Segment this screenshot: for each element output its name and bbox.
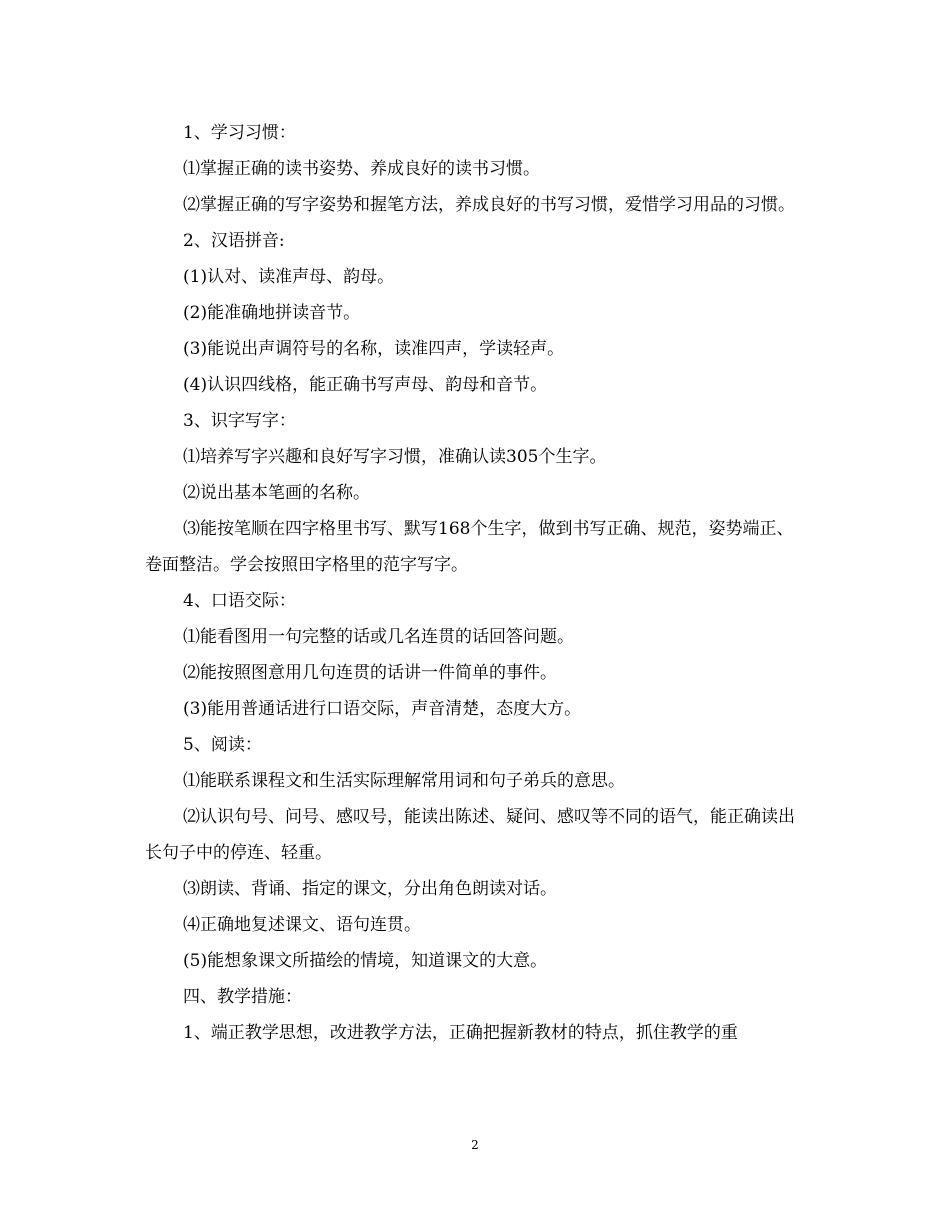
list-item: ⑶朗读、背诵、指定的课文，分出角色朗读对话。 <box>183 879 557 899</box>
list-item: (4)认识四线格，能正确书写声母、韵母和音节。 <box>183 375 548 395</box>
list-item: (2)能准确地拼读音节。 <box>183 303 361 323</box>
list-item: ⑷正确地复述课文、语句连贯。 <box>183 915 421 935</box>
document-body <box>145 115 805 1051</box>
list-item: ⑵认识句号、问号、感叹号，能读出陈述、疑问、感叹等不同的语气，能正确读出长句子中的停连、轻重。 <box>145 807 795 863</box>
heading-pinyin: 2、汉语拼音: <box>183 231 285 251</box>
list-item: ⑵掌握正确的写字姿势和握笔方法，养成良好的书写习惯，爱惜学习用品的习惯。 <box>183 195 795 215</box>
list-item: ⑴能联系课程文和生活实际理解常用词和句子弟兵的意思。 <box>183 771 625 791</box>
list-item: (3)能说出声调符号的名称，读准四声，学读轻声。 <box>183 339 565 359</box>
heading-literacy-writing: 3、识字写字： <box>183 411 296 431</box>
heading-teaching-measures: 四、教学措施： <box>183 987 302 1007</box>
heading-study-habits: 1、学习习惯： <box>183 123 296 143</box>
list-item: ⑴掌握正确的读书姿势、养成良好的读书习惯。 <box>183 159 540 179</box>
list-item: ⑵说出基本笔画的名称。 <box>183 483 370 503</box>
heading-oral-communication: 4、口语交际： <box>183 591 296 611</box>
page-number: 2 <box>471 1138 479 1152</box>
list-item: (5)能想象课文所描绘的情境，知道课文的大意。 <box>183 951 548 971</box>
list-item: ⑴培养写字兴趣和良好写字习惯，准确认读305个生字。 <box>183 447 607 467</box>
heading-reading: 5、阅读： <box>183 735 262 755</box>
list-item: ⑶能按笔顺在四字格里书写、默写168个生字，做到书写正确、规范，姿势端正、卷面整洁。学会按照田字格里的范字写字。 <box>145 519 794 575</box>
list-item: (3)能用普通话进行口语交际，声音清楚，态度大方。 <box>183 699 582 719</box>
list-item: ⑵能按照图意用几句连贯的话讲一件简单的事件。 <box>183 663 557 683</box>
list-item: 1、端正教学思想，改进教学方法，正确把握新教材的特点，抓住教学的重 <box>183 1023 738 1043</box>
list-item: ⑴能看图用一句完整的话或几名连贯的话回答问题。 <box>183 627 574 647</box>
list-item: (1)认对、读准声母、韵母。 <box>183 267 395 287</box>
